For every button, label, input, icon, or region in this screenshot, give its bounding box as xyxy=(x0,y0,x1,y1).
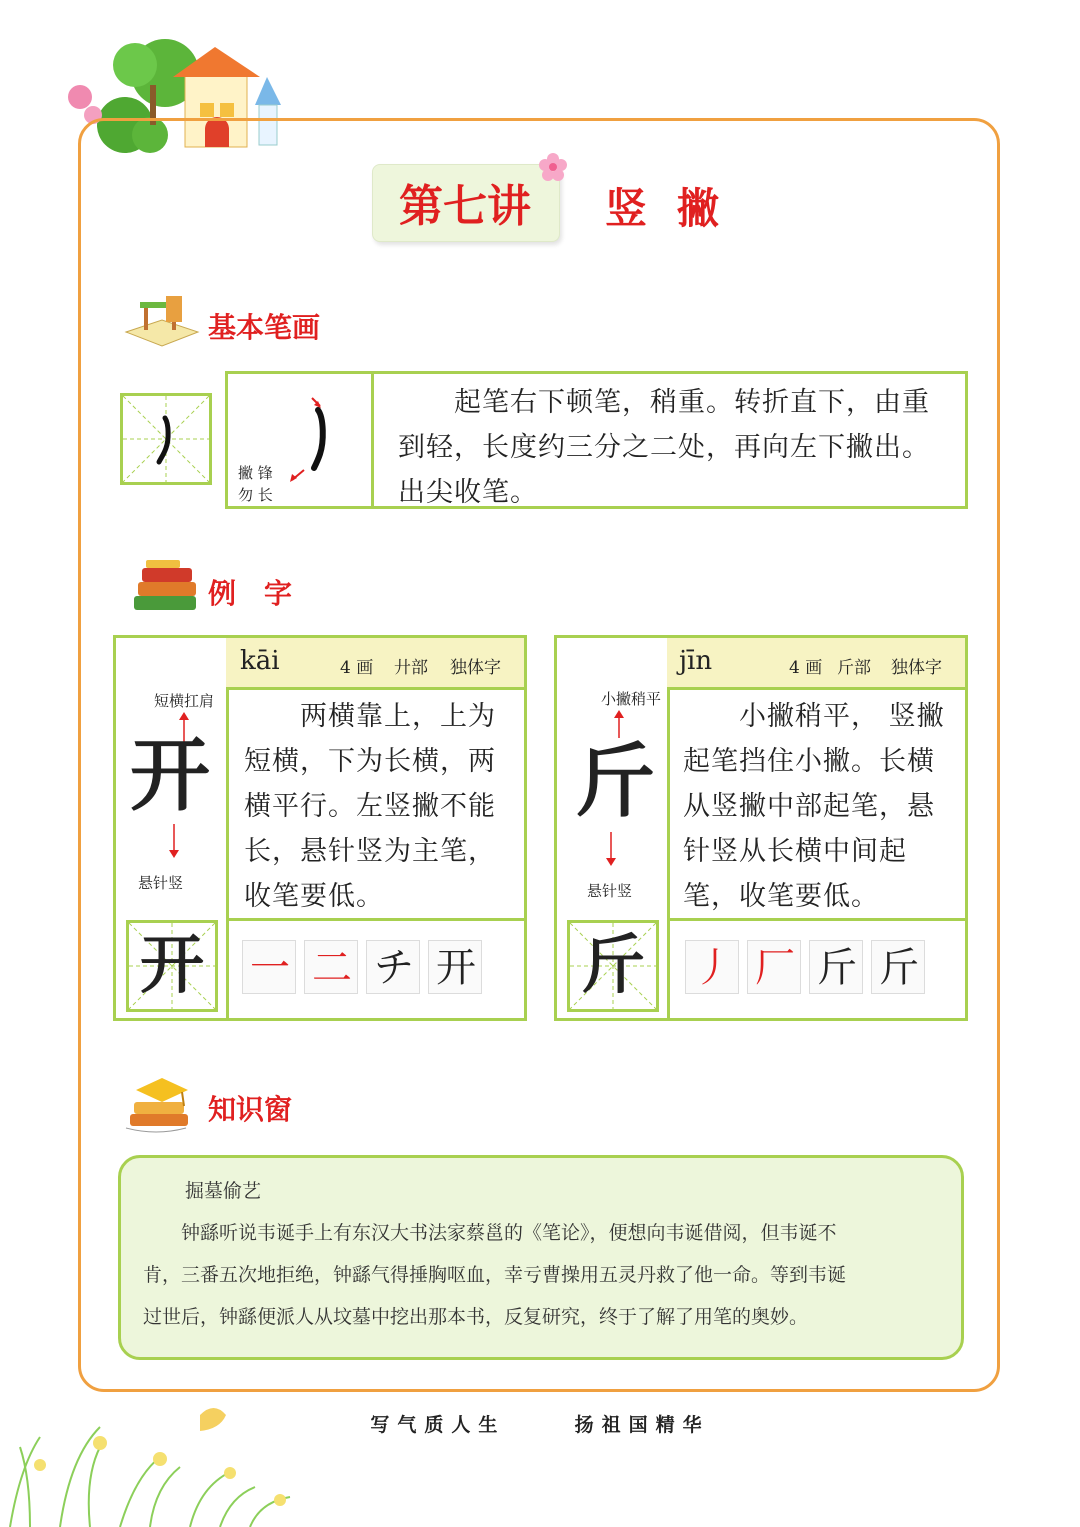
text-line: 起笔挡住小撇。长横 xyxy=(683,746,935,777)
example-description xyxy=(244,694,524,919)
divider xyxy=(226,918,524,921)
text-line: 小撇稍平， 竖撇 xyxy=(683,701,945,732)
seq-char: 厂 xyxy=(755,945,795,991)
description-line: 到轻，长度约三分之二处，再向左下撇出。 xyxy=(398,432,930,463)
lesson-title: 第七讲 xyxy=(399,181,531,232)
structure: 独体字 xyxy=(450,658,501,678)
note-bottom: 悬针竖 xyxy=(138,874,184,892)
stroke-description xyxy=(398,380,958,515)
note-top: 小撇稍平 xyxy=(601,690,662,708)
char-grid xyxy=(126,920,218,1012)
stroke-glyph-icon xyxy=(268,384,348,484)
radical: 廾部 xyxy=(394,658,428,678)
desk-book-icon xyxy=(122,292,202,352)
seq-cell xyxy=(809,940,863,994)
stroke-sequence xyxy=(242,940,492,996)
seq-cell xyxy=(304,940,358,994)
stroke-count: 4 画 xyxy=(340,658,374,678)
knowledge-line: 肯，三番五次地拒绝，钟繇气得捶胸呕血，幸亏曹操用五灵丹救了他一命。等到韦诞 xyxy=(143,1264,847,1286)
books-icon xyxy=(130,558,202,618)
section-title-examples: 例 字 xyxy=(208,577,293,610)
text-line: 两横靠上，上为 xyxy=(244,701,496,732)
structure: 独体字 xyxy=(891,658,942,678)
grid-char: 斤 xyxy=(581,928,645,1003)
radical: 斤部 xyxy=(837,658,871,678)
knowledge-box xyxy=(118,1155,964,1360)
stroke-illustration xyxy=(228,374,374,506)
info-bar xyxy=(667,638,965,690)
section-title-knowledge: 知识窗 xyxy=(208,1093,293,1126)
seq-char: 开 xyxy=(436,945,476,991)
divider xyxy=(667,918,965,921)
text-line: 收笔要低。 xyxy=(244,881,384,912)
arrow-down-icon xyxy=(168,824,180,858)
note-bottom: 悬针竖 xyxy=(587,882,633,900)
knowledge-body xyxy=(143,1212,949,1338)
pinyin: jīn xyxy=(679,646,713,676)
flower-icon xyxy=(538,152,568,182)
footer-left: 写气质人生 xyxy=(370,1414,506,1436)
grass-flowers-icon xyxy=(0,1395,320,1527)
knowledge-line: 钟繇听说韦诞手上有东汉大书法家蔡邕的《笔论》，便想向韦诞借阅，但韦诞不 xyxy=(143,1222,837,1244)
text-line: 针竖从长横中间起 xyxy=(683,836,907,867)
section-title-basic: 基本笔画 xyxy=(208,311,321,344)
arrow-down-icon xyxy=(605,832,617,866)
note-top: 短横扛肩 xyxy=(154,692,215,710)
seq-cell xyxy=(685,940,739,994)
example-description xyxy=(683,694,965,919)
stroke-count: 4 画 xyxy=(789,658,823,678)
stroke-note-a: 撇 锋 xyxy=(238,464,273,482)
example-char-large: 斤 xyxy=(575,734,655,828)
char-grid xyxy=(567,920,659,1012)
description-line: 起笔右下顿笔，稍重。转折直下，由重 xyxy=(398,387,930,418)
stroke-sequence xyxy=(685,940,935,996)
info-bar xyxy=(226,638,524,690)
knowledge-line: 过世后，钟繇便派人从坟墓中挖出那本书，反复研究，终于了解了用笔的奥妙。 xyxy=(143,1306,809,1328)
text-line: 笔，收笔要低。 xyxy=(683,881,879,912)
seq-cell xyxy=(871,940,925,994)
stroke-title: 竖撇 xyxy=(605,184,750,233)
basic-stroke-panel xyxy=(225,371,968,509)
example-card-kai xyxy=(113,635,527,1021)
knowledge-heading: 掘墓偷艺 xyxy=(185,1180,262,1202)
seq-char: 二 xyxy=(312,945,352,991)
seq-char: 斤 xyxy=(817,945,857,991)
graduation-cap-icon xyxy=(122,1074,198,1140)
text-line: 横平行。左竖撇不能 xyxy=(244,791,496,822)
seq-cell xyxy=(747,940,801,994)
example-char-large: 开 xyxy=(130,728,210,822)
footer-right: 扬祖国精华 xyxy=(574,1414,710,1436)
grid-char: 开 xyxy=(140,928,204,1003)
seq-cell xyxy=(242,940,296,994)
text-line: 长，悬针竖为主笔， xyxy=(244,836,496,867)
seq-char: チ xyxy=(374,945,414,991)
seq-cell xyxy=(428,940,482,994)
text-line: 从竖撇中部起笔，悬 xyxy=(683,791,935,822)
seq-char: 丿 xyxy=(693,945,733,991)
seq-char: 一 xyxy=(250,945,290,991)
text-line: 短横，下为长横，两 xyxy=(244,746,496,777)
pinyin: kāi xyxy=(240,646,280,676)
seq-char: 斤 xyxy=(879,945,919,991)
stroke-grid xyxy=(120,393,212,485)
description-line: 出尖收笔。 xyxy=(398,477,538,508)
seq-cell xyxy=(366,940,420,994)
example-card-jin xyxy=(554,635,968,1021)
stroke-note-b: 勿 长 xyxy=(238,486,273,504)
